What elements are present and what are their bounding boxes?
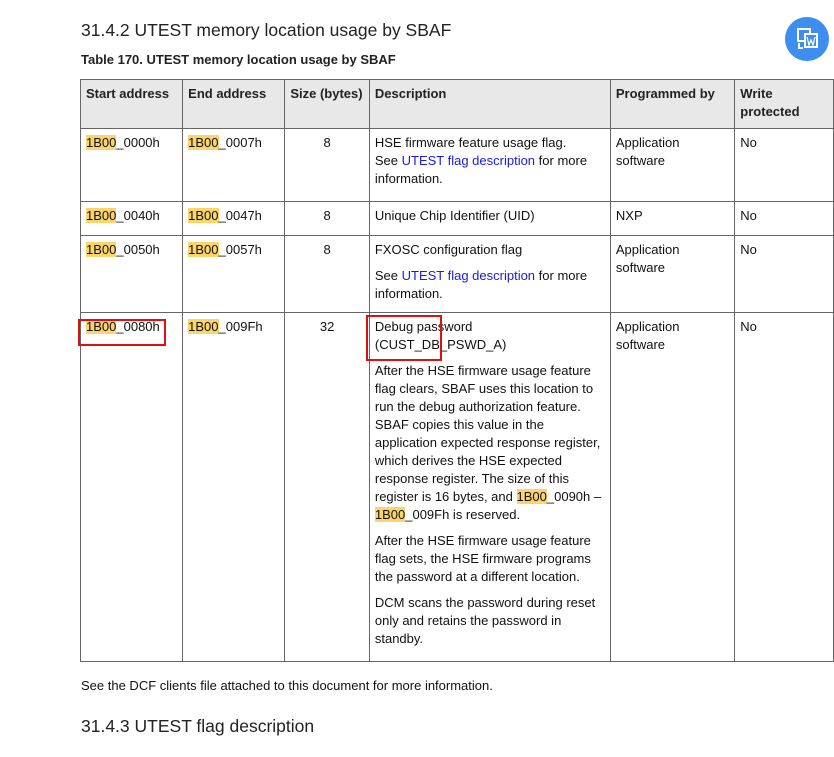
table-header-row xyxy=(81,80,834,129)
see-text: See xyxy=(374,153,402,168)
header-programmed-by: Programmed by xyxy=(610,80,734,129)
programmed-by: Application software xyxy=(610,236,734,313)
start-address: _0000h xyxy=(116,135,160,150)
start-address: _0040h xyxy=(116,208,160,223)
write-protected: No xyxy=(735,202,834,236)
highlight-box-debug-password xyxy=(366,315,442,361)
header-write-protected: Write protected xyxy=(735,80,834,129)
footnote: See the DCF clients file attached to this document for more information. xyxy=(81,678,493,693)
highlight: 1B00 xyxy=(86,242,117,257)
description: HSE firmware feature usage flag. xyxy=(374,135,567,150)
end-address: _0007h xyxy=(218,135,262,150)
utest-flag-link[interactable]: UTEST flag description xyxy=(401,268,536,283)
for-text: for more information. xyxy=(374,153,588,186)
end-address: _0047h xyxy=(218,208,262,223)
description-paragraph: DCM scans the password during reset only and retains the password in standby. xyxy=(374,595,596,646)
table-row xyxy=(81,313,834,662)
start-address: _0050h xyxy=(116,242,160,257)
write-protected: No xyxy=(735,313,834,662)
section-title: 31.4.2 UTEST memory location usage by SBAF xyxy=(81,20,452,40)
start-address: _0080h xyxy=(116,319,160,334)
highlight: 1B00 xyxy=(188,208,219,223)
size: 8 xyxy=(285,236,370,313)
write-protected: No xyxy=(735,129,834,202)
size: 8 xyxy=(285,202,370,236)
translate-icon xyxy=(785,17,829,61)
table-row xyxy=(81,129,834,202)
memory-usage-table xyxy=(80,79,834,662)
highlight: 1B00 xyxy=(188,242,219,257)
highlight: 1B00 xyxy=(86,135,117,150)
table-caption: Table 170. UTEST memory location usage by SBAF xyxy=(81,52,396,67)
highlight-box-start-address xyxy=(78,319,166,346)
description: FXOSC configuration flag xyxy=(374,242,523,257)
header-description: Description xyxy=(369,80,610,129)
programmed-by: Application software xyxy=(610,129,734,202)
header-end: End address xyxy=(183,80,285,129)
write-protected: No xyxy=(735,236,834,313)
header-size: Size (bytes) xyxy=(285,80,370,129)
programmed-by: Application software xyxy=(610,313,734,662)
highlight: 1B00 xyxy=(188,135,219,150)
translate-document-button[interactable] xyxy=(785,17,829,61)
end-address: _0057h xyxy=(218,242,262,257)
highlight: 1B00 xyxy=(86,319,117,334)
programmed-by: NXP xyxy=(610,202,734,236)
description-paragraph: After the HSE firmware usage feature flag clears, SBAF uses this location to run the debug authorization feature. SBAF copies this value in the application expected response register, which derives the HSE expected response register. The size of this register is 16 bytes, and 1B00_0090h – 1B00_009Fh is reserved. xyxy=(374,363,602,522)
for-text: for more information. xyxy=(374,268,588,301)
description: Unique Chip Identifier (UID) xyxy=(369,202,610,236)
header-start: Start address xyxy=(81,80,183,129)
table-row xyxy=(81,236,834,313)
description: Debug password (CUST_DB_PSWD_A) xyxy=(374,319,507,352)
table-row xyxy=(81,202,834,236)
utest-flag-link[interactable]: UTEST flag description xyxy=(401,153,536,168)
end-address: _009Fh xyxy=(218,319,263,334)
description-paragraph: After the HSE firmware usage feature flag sets, the HSE firmware programs the password at a different location. xyxy=(374,533,591,584)
highlight: 1B00 xyxy=(86,208,117,223)
highlight: 1B00 xyxy=(188,319,219,334)
see-text: See xyxy=(374,268,402,283)
size: 32 xyxy=(285,313,370,662)
size: 8 xyxy=(285,129,370,202)
next-section-title: 31.4.3 UTEST flag description xyxy=(81,716,315,736)
